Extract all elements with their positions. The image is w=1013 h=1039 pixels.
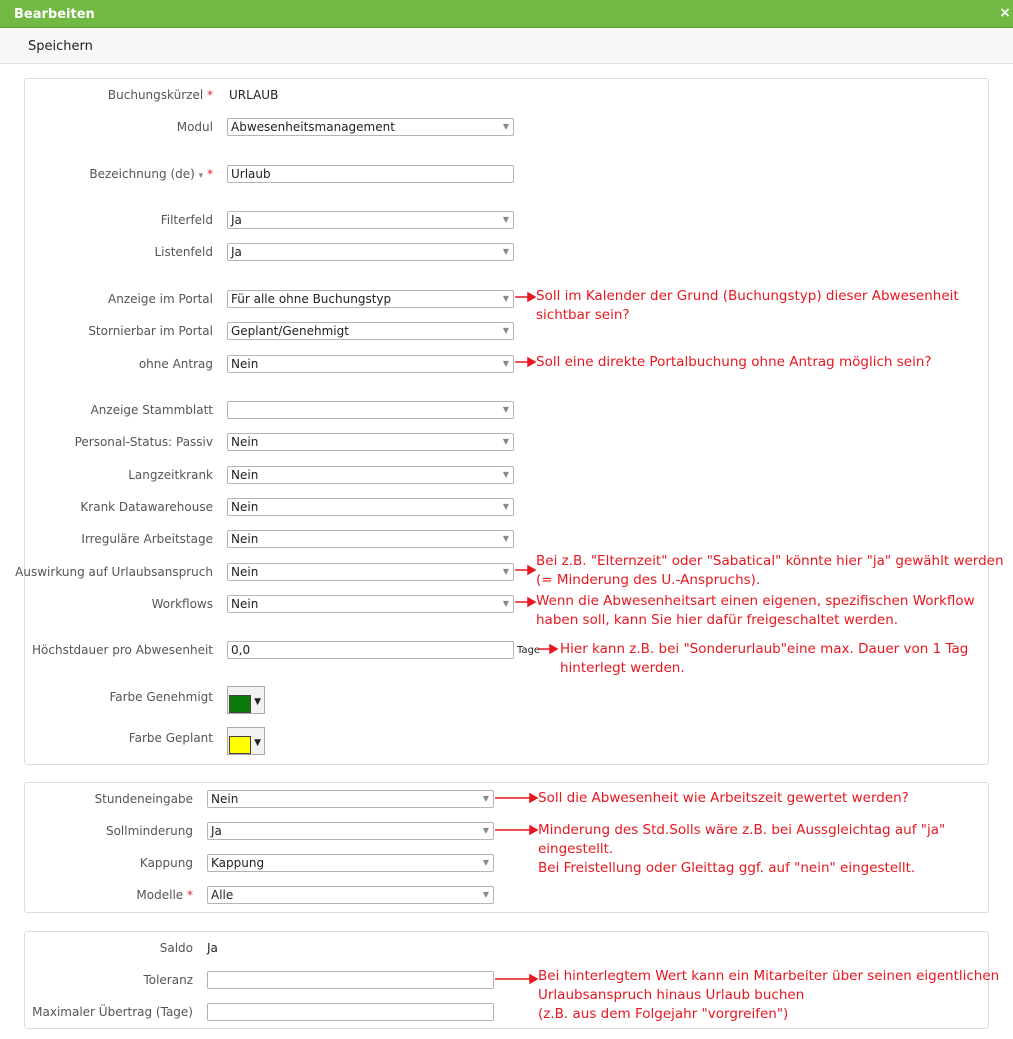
- hoechstdauer-label: Höchstdauer pro Abwesenheit: [32, 643, 213, 657]
- stornierbar-select[interactable]: Geplant/Genehmigt ▼: [227, 322, 514, 340]
- annotation-line: Soll im Kalender der Grund (Buchungstyp) dieser Abwesenheit: [536, 288, 959, 304]
- anzeige-portal-select[interactable]: Für alle ohne Buchungstyp ▼: [227, 290, 514, 308]
- toolbar: [0, 28, 1013, 64]
- chevron-down-icon: ▼: [502, 567, 509, 576]
- color-swatch: [229, 695, 251, 713]
- saldo-label: Saldo: [159, 941, 193, 955]
- workflows-select[interactable]: Nein ▼: [227, 595, 514, 613]
- annotation-line: (z.B. aus dem Folgejahr "vorgreifen"): [538, 1006, 789, 1022]
- dialog-title: Bearbeiten: [14, 7, 95, 22]
- sollminderung-select[interactable]: Ja ▼: [207, 822, 494, 840]
- modelle-select[interactable]: Alle ▼: [207, 886, 494, 904]
- kappung-label: Kappung: [139, 856, 193, 870]
- annotation-line: (= Minderung des U.-Anspruchs).: [536, 572, 761, 588]
- kappung-select[interactable]: Kappung ▼: [207, 854, 494, 872]
- farbe-geplant-label: Farbe Geplant: [128, 731, 213, 745]
- toleranz-input[interactable]: [207, 971, 494, 989]
- chevron-down-icon: ▼: [502, 247, 509, 256]
- irregulaere-select[interactable]: Nein ▼: [227, 530, 514, 548]
- buchungskuerzel-label: Buchungskürzel *: [107, 88, 213, 102]
- annotation-auswirkung: [536, 552, 1004, 590]
- annotation-ohne-antrag: [536, 353, 932, 372]
- language-caret-icon: ▾: [198, 171, 204, 181]
- chevron-down-icon: ▼: [502, 122, 509, 131]
- annotation-workflows: [536, 592, 975, 630]
- close-icon[interactable]: ×: [999, 5, 1011, 21]
- annotation-line: Soll eine direkte Portalbuchung ohne Antrag möglich sein?: [536, 354, 932, 370]
- annotation-line: haben soll, kann Sie hier dafür freigeschaltet werden.: [536, 612, 899, 628]
- farbe-genehmigt-label: Farbe Genehmigt: [109, 690, 213, 704]
- auswirkung-label: Auswirkung auf Urlaubsanspruch: [15, 565, 213, 579]
- annotation-sollminderung: [538, 821, 1013, 878]
- annotation-line: Bei hinterlegtem Wert kann ein Mitarbeiter über seinen eigentlichen: [538, 968, 1000, 984]
- chevron-down-icon: ▼: [502, 534, 509, 543]
- required-marker: *: [207, 88, 213, 102]
- listenfeld-label: Listenfeld: [154, 245, 213, 259]
- listenfeld-select[interactable]: Ja ▼: [227, 243, 514, 261]
- ohne-antrag-label: ohne Antrag: [138, 357, 213, 371]
- caret-down-icon: ▼: [254, 738, 261, 748]
- chevron-down-icon: ▼: [482, 890, 489, 899]
- annotation-line: Bei z.B. "Elternzeit" oder "Sabatical" könnte hier "ja" gewählt werden: [536, 553, 1004, 569]
- filterfeld-select[interactable]: Ja ▼: [227, 211, 514, 229]
- saldo-value: Ja: [207, 941, 218, 955]
- caret-down-icon: ▼: [254, 697, 261, 707]
- annotation-line: Soll die Abwesenheit wie Arbeitszeit gewertet werden?: [538, 790, 909, 806]
- annotation-line: Minderung des Std.Solls wäre z.B. bei Aussgleichtag auf "ja" eingestellt.: [538, 822, 946, 857]
- anzeige-stammblatt-select[interactable]: [227, 401, 514, 419]
- annotation-line: Hier kann z.B. bei "Sonderurlaub"eine max. Dauer von 1 Tag: [560, 641, 969, 657]
- farbe-geplant-picker[interactable]: [227, 727, 265, 755]
- chevron-down-icon: ▼: [502, 359, 509, 368]
- hoechstdauer-unit: Tage: [517, 645, 541, 656]
- bezeichnung-label: Bezeichnung (de) ▾ *: [89, 167, 213, 181]
- dialog-titlebar: [0, 0, 1013, 28]
- krank-dwh-label: Krank Datawarehouse: [80, 500, 213, 514]
- toleranz-label: Toleranz: [143, 973, 193, 987]
- chevron-down-icon: ▼: [482, 794, 489, 803]
- sollminderung-label: Sollminderung: [105, 824, 193, 838]
- chevron-down-icon: ▼: [482, 858, 489, 867]
- annotation-anzeige-portal: [536, 287, 959, 325]
- max-uebertrag-input[interactable]: [207, 1003, 494, 1021]
- chevron-down-icon: ▼: [502, 326, 509, 335]
- filterfeld-label: Filterfeld: [160, 213, 213, 227]
- chevron-down-icon: ▼: [502, 599, 509, 608]
- irregulaere-label: Irreguläre Arbeitstage: [81, 532, 213, 546]
- personal-status-label: Personal-Status: Passiv: [74, 435, 213, 449]
- annotation-line: Urlaubsanspruch hinaus Urlaub buchen: [538, 987, 805, 1003]
- buchungskuerzel-value: URLAUB: [229, 88, 279, 102]
- annotation-line: hinterlegt werden.: [560, 660, 685, 676]
- chevron-down-icon: ▼: [502, 470, 509, 479]
- chevron-down-icon: ▼: [502, 437, 509, 446]
- annotation-line: sichtbar sein?: [536, 307, 630, 323]
- stornierbar-label: Stornierbar im Portal: [88, 324, 213, 338]
- annotation-line: Wenn die Abwesenheitsart einen eigenen, spezifischen Workflow: [536, 593, 975, 609]
- required-marker: *: [207, 167, 213, 181]
- annotation-line: Bei Freistellung oder Gleittag ggf. auf "nein" eingestellt.: [538, 860, 916, 876]
- krank-dwh-select[interactable]: Nein ▼: [227, 498, 514, 516]
- color-swatch: [229, 736, 251, 754]
- anzeige-stammblatt-label: Anzeige Stammblatt: [90, 403, 213, 417]
- modul-select[interactable]: Abwesenheitsmanagement ▼: [227, 118, 514, 136]
- farbe-genehmigt-picker[interactable]: [227, 686, 265, 714]
- chevron-down-icon: ▼: [502, 294, 509, 303]
- chevron-down-icon: ▼: [502, 215, 509, 224]
- annotation-hoechstdauer: [560, 640, 968, 678]
- modul-label: Modul: [176, 120, 213, 134]
- annotation-stundeneingabe: [538, 789, 909, 808]
- chevron-down-icon: ▼: [502, 502, 509, 511]
- bezeichnung-input[interactable]: Urlaub: [227, 165, 514, 183]
- anzeige-portal-label: Anzeige im Portal: [108, 292, 213, 306]
- workflows-label: Workflows: [151, 597, 213, 611]
- stundeneingabe-select[interactable]: Nein ▼: [207, 790, 494, 808]
- langzeitkrank-select[interactable]: Nein ▼: [227, 466, 514, 484]
- personal-status-select[interactable]: Nein ▼: [227, 433, 514, 451]
- hoechstdauer-input[interactable]: 0,0: [227, 641, 514, 659]
- chevron-down-icon: ▼: [482, 826, 489, 835]
- stundeneingabe-label: Stundeneingabe: [94, 792, 193, 806]
- required-marker: *: [187, 888, 193, 902]
- ohne-antrag-select[interactable]: Nein ▼: [227, 355, 514, 373]
- auswirkung-select[interactable]: Nein ▼: [227, 563, 514, 581]
- langzeitkrank-label: Langzeitkrank: [128, 468, 213, 482]
- chevron-down-icon: ▼: [502, 405, 509, 414]
- annotation-toleranz: [538, 967, 999, 1024]
- max-uebertrag-label: Maximaler Übertrag (Tage): [32, 1005, 193, 1019]
- save-button[interactable]: Speichern: [28, 39, 93, 54]
- modelle-label: Modelle *: [136, 888, 193, 902]
